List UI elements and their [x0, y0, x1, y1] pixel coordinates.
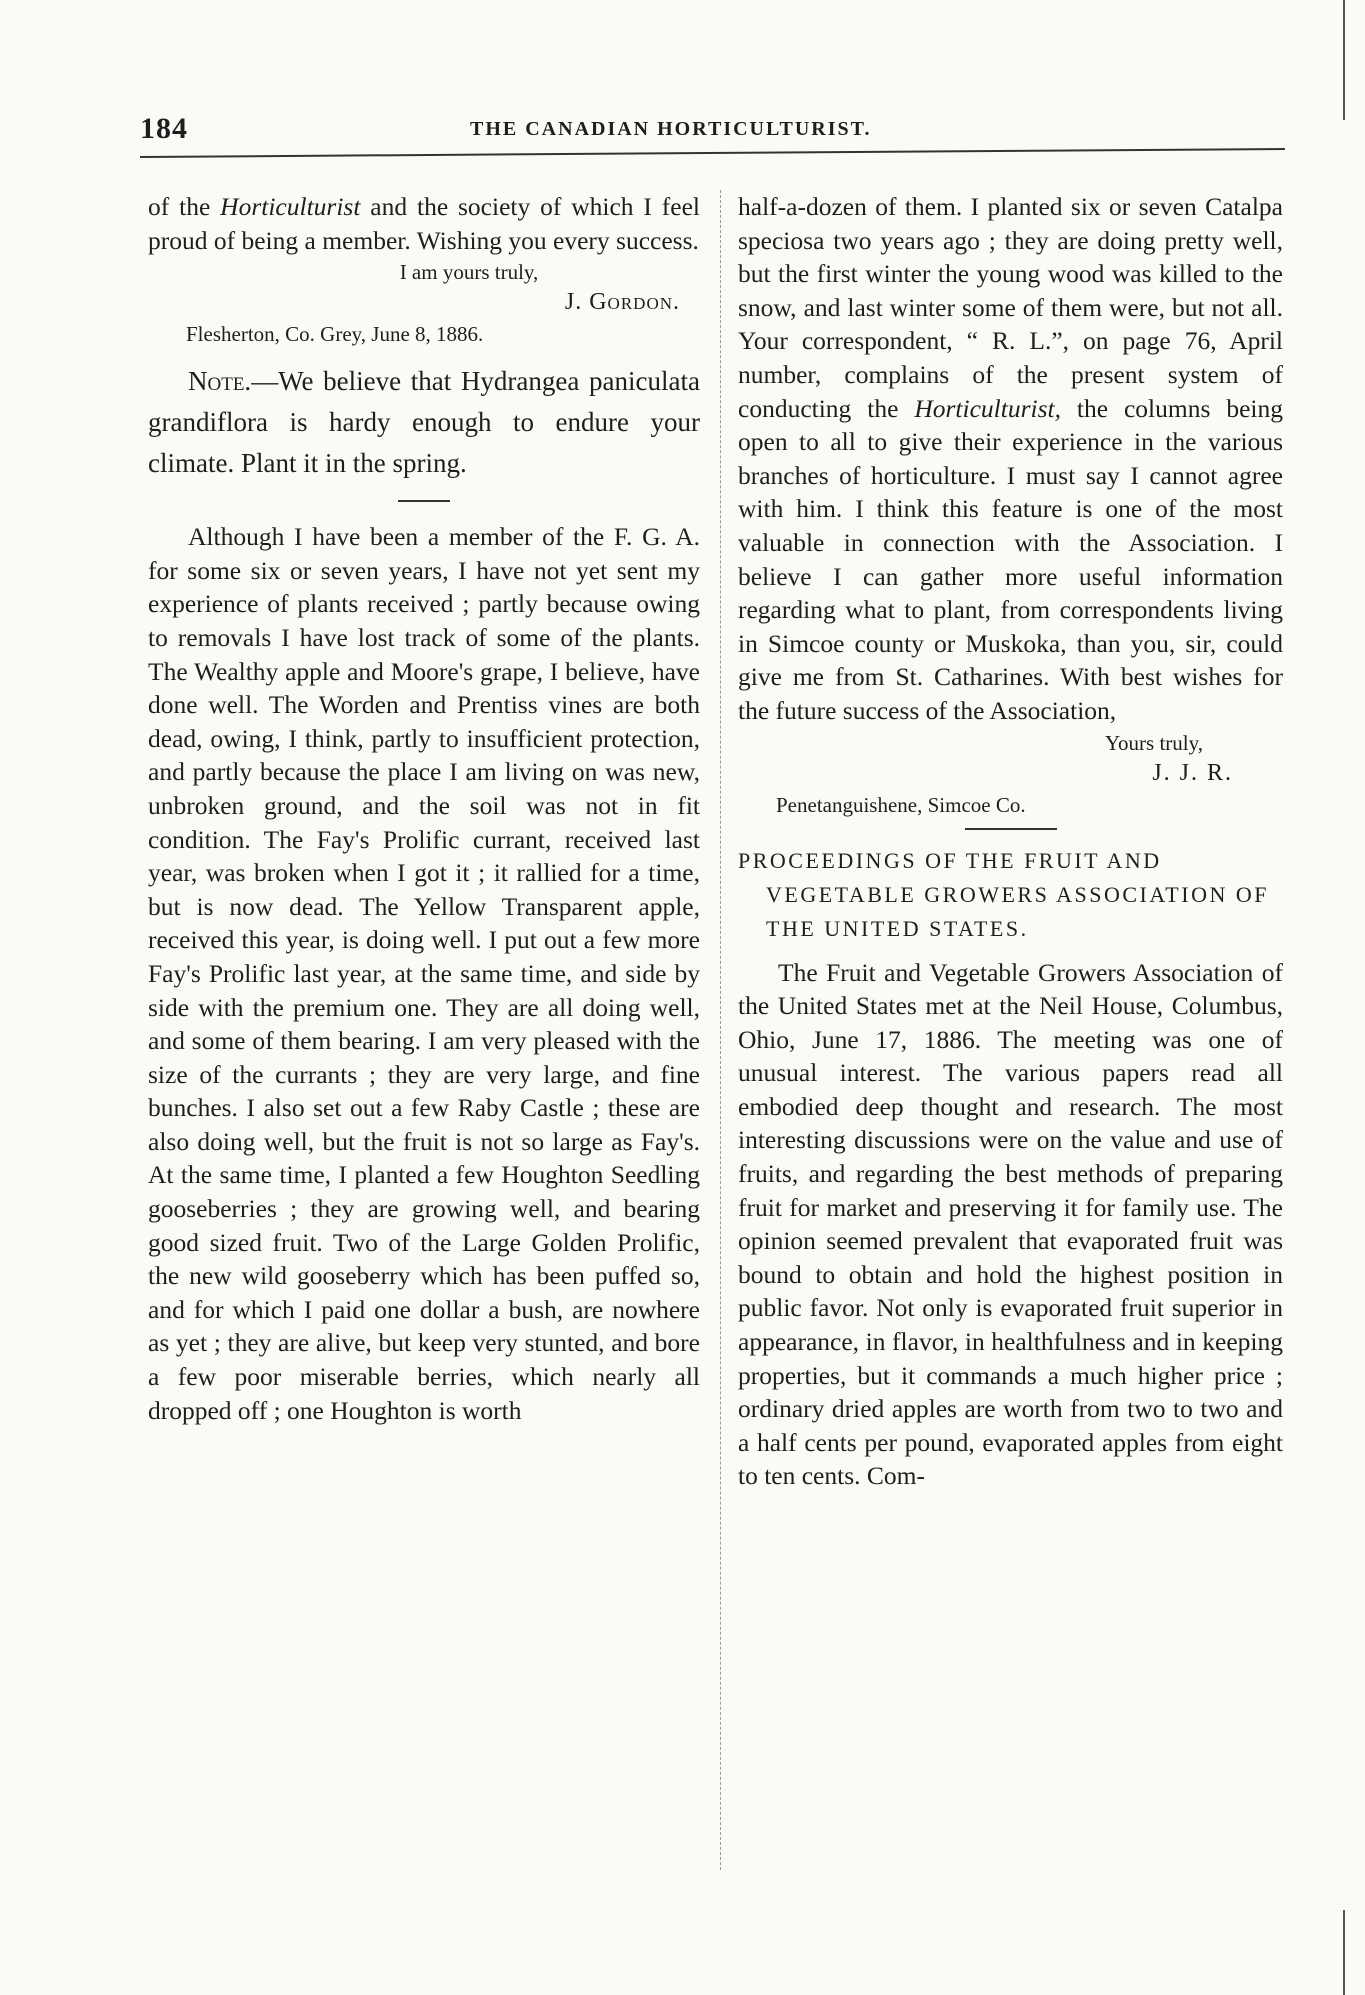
letter-ending: of the Horticulturist and the society of which I feel proud of being a member. Wishing you every success.: [148, 192, 700, 255]
column-divider: [720, 190, 721, 1870]
scan-edge-mark: [1343, 1910, 1345, 1995]
letter-signature: J. Gordon.: [564, 289, 680, 316]
section-divider: [965, 828, 1057, 830]
journal-title-italic: Horticulturist: [220, 192, 361, 221]
scan-edge-mark: [1343, 0, 1345, 120]
editor-note: [148, 361, 700, 484]
letter-closing: I am yours truly,: [399, 260, 539, 285]
journal-title-italic: Horticulturist,: [914, 393, 1061, 423]
letter-body: Although I have been a member of the F. G. A. for some six or seven years, I have not yet sent my experience of plants received ; partly because owing to removals I have lost track of some of the plants. The Wealthy apple and Moore's grape, I believe, have done well. The Worden and Prentiss vines are both dead, owing, I think, partly to insufficient protection, and partly because the place I am living on was new, unbroken ground, and the soil was not in fit condition. The Fay's Prolific currant, received last year, was broken when I got it ; it rallied for a time, but is now dead. The Yellow Transparent apple, received this year, is doing well. I put out a few more Fay's Prolific last year, at the same time, and side by side with the premium one. They are all doing well, and some of them bearing. I am very pleased with the size of the currants ; they are very large, and fine bunches. I also set out a few Raby Castle ; these are also doing well, but the fruit is not so large as Fay's. At the same time, I planted a few Houghton Seedling gooseberries ; they are growing well, and bearing good sized fruit. Two of the Large Golden Prolific, the new wild gooseberry which has been puffed so, and for which I paid one dollar a bush, are nowhere as yet ; they are alive, but keep very stunted, and bore a few poor miserable berries, which nearly all dropped off ; one Houghton is worth: [148, 522, 700, 1425]
note-label: Note.: [188, 366, 252, 397]
page-header: [140, 112, 1275, 152]
letter-place: Penetanguishene, Simcoe Co.: [776, 792, 1026, 817]
right-column: [738, 190, 1283, 1493]
letter-signature: J. J. R.: [1152, 759, 1233, 786]
letter-place-date: Flesherton, Co. Grey, June 8, 1886.: [186, 322, 484, 347]
section-divider: [398, 500, 450, 502]
article-heading: PROCEEDINGS OF THE FRUIT AND VEGETABLE GROWERS ASSOCIATION OF THE UNITED STATES.: [738, 847, 1269, 941]
letter-continuation: half-a-dozen of them. I planted six or seven Catalpa speciosa two years ago ; they are doing pretty well, but the first winter the young wood was killed to the snow, and last winter some of them were, but not all. Your correspondent, “ R. L.”, on page 76, April number, complains of the present system of conducting the Horticulturist, the columns being open to all to give their experience in the various branches of horticulture. I must say I cannot agree with him. I think this feature is one of the most valuable in connection with the Association. I believe I can gather more useful information regarding what to plant, from correspondents living in Simcoe county or Muskoka, than you, sir, could give me from St. Catharines. With best wishes for the future success of the Association,: [738, 192, 1283, 725]
article-body: The Fruit and Vegetable Growers Association of the United States met at the Neil House, Columbus, Ohio, June 17, 1886. The meeting was one of unusual interest. The various papers read all embodied deep thought and research. The most interesting discussions were on the value and use of fruits, and regarding the best methods of preparing fruit for market and preserving it for family use. The opinion seemed prevalent that evaporated fruit was bound to obtain and hold the highest position in public favor. Not only is evaporated fruit superior in appearance, in flavor, in healthfulness and in keeping properties, but it commands a much higher price ; ordinary dried apples are worth from two to two and a half cents per pound, evaporated apples from eight to ten cents. Com-: [738, 957, 1283, 1491]
letter-closing: Yours truly,: [1104, 730, 1203, 755]
running-title: THE CANADIAN HORTICULTURIST.: [470, 118, 872, 140]
left-column: [148, 190, 700, 1427]
page-number: 184: [140, 112, 188, 145]
note-text: —We believe that Hydrangea paniculata grandiflora is hardy enough to endure your climate. Plant it in the spring.: [148, 366, 700, 479]
